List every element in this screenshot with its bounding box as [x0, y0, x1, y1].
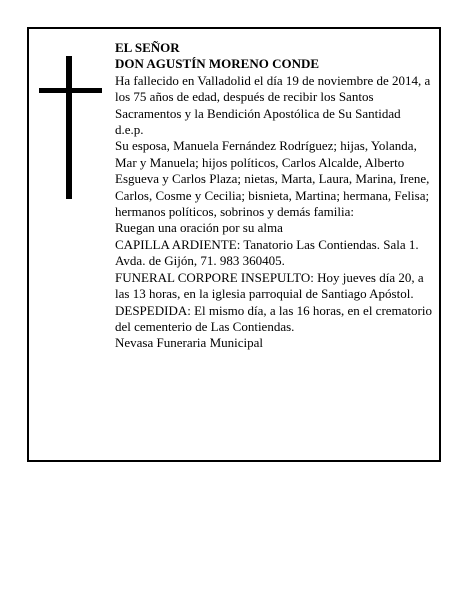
title-line-1: EL SEÑOR — [115, 40, 180, 55]
funeral-info: FUNERAL CORPORE INSEPULTO: Hoy jueves día 20, a las 13 horas, en la iglesia parroquial de Santiago Apóstol. — [115, 269, 424, 302]
obituary-notice — [27, 27, 441, 462]
death-info: Ha fallecido en Valladolid el día 19 de noviembre de 2014, a los 75 años de edad, después de recibir los Santos Sacramentos y la Bendición Apostólica de Su Santidad — [115, 72, 431, 121]
farewell-info: DESPEDIDA: El mismo día, a las 16 horas, en el crematorio del cementerio de Las Contiendas. — [115, 302, 432, 334]
prayer-request: Ruegan una oración por su alma — [115, 220, 283, 236]
chapel-info: CAPILLA ARDIENTE: Tanatorio Las Contiendas. Sala 1. Avda. de Gijón, 71. 983 360405. — [115, 236, 419, 269]
cross-vertical-bar — [66, 56, 72, 199]
cross-horizontal-bar — [39, 88, 102, 93]
funeral-home: Nevasa Funeraria Municipal — [115, 335, 264, 351]
family-list: Su esposa, Manuela Fernández Rodríguez; hijas, Yolanda, Mar y Manuela; hijos políticos, Carlos Alcalde, Alberto Esgueva y Carlos Plaza; nietas, Marta, Laura, Marina, Irene, Carlos, Cosme y Cecilia; bisnieta, Martina; hermana, Felisa; hermanos políticos, sobrinos y demás familia: — [115, 138, 430, 220]
dep-text: d.e.p. — [115, 122, 144, 138]
cross-icon — [39, 56, 103, 199]
notice-text — [115, 40, 435, 352]
deceased-name: DON AGUSTÍN MORENO CONDE — [115, 56, 320, 72]
